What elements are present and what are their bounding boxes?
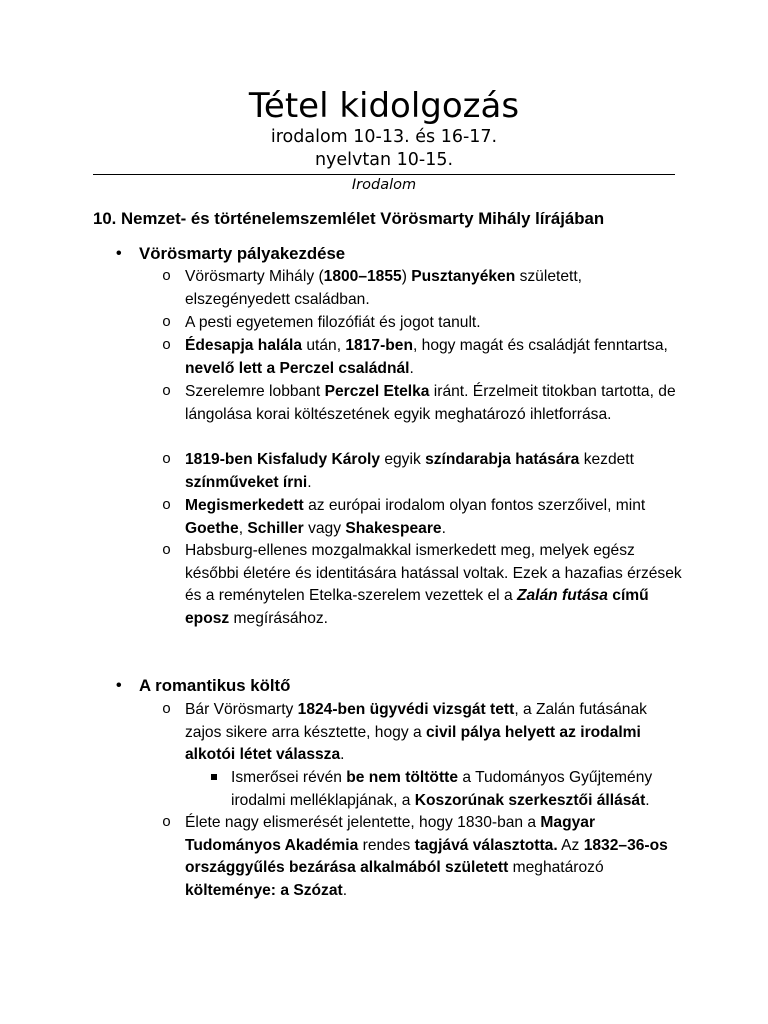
text-run-bold: Koszorúnak szerkesztői állását	[414, 791, 646, 809]
document-subtitle-literature: irodalom 10-13. és 16-17.	[270, 127, 498, 147]
text-run-bold: 1819-ben Kisfaludy Károly	[185, 451, 380, 468]
list-item	[162, 312, 683, 335]
text-run: meghatározó	[508, 859, 604, 877]
text-run: kezdett	[579, 451, 634, 468]
text-run: Élete nagy elismerését jelentette, hogy 1830-ban a	[185, 814, 541, 831]
text-run-bold: be nem töltötte	[346, 769, 459, 786]
circle-bullet-icon: o	[162, 701, 172, 718]
text-run: az európai irodalom olyan fontos szerzőivel, mint	[303, 497, 646, 514]
circle-bullet-icon: o	[162, 542, 172, 559]
text-run: Ismerősei révén	[231, 769, 347, 786]
list-item	[162, 699, 683, 767]
text-run-bold: Pusztanyéken	[411, 268, 516, 285]
circle-bullet-icon: o	[162, 451, 172, 468]
list-item	[162, 540, 683, 631]
text-run-bold: költeménye: a Szózat	[185, 882, 343, 900]
square-bullet-icon	[211, 774, 217, 780]
text-run: .	[645, 791, 650, 809]
text-run: A pesti egyetemen filozófiát és jogot tanult.	[185, 314, 481, 331]
text-run: Habsburg-ellenes mozgalmakkal ismerkedett meg, melyek egész későbbi életére és identitására hatással voltak. Ezek a hazafias érzések és a reménytelen Etelka-szerelem vezettek el a	[185, 542, 682, 605]
bullet-career-start	[116, 242, 346, 266]
text-run: , hogy magát és családját fenntartsa,	[412, 337, 668, 354]
text-run: Szerelemre lobbant	[185, 383, 325, 400]
bullet-icon: •	[116, 245, 122, 262]
text-run: megírásához.	[229, 610, 329, 628]
circle-bullet-icon: o	[162, 383, 172, 400]
text-run-bold: színműveket írni	[185, 473, 308, 491]
text-run-bold: Magyar Tudományos Akadémia	[185, 814, 596, 854]
text-run: .	[342, 882, 348, 900]
text-run: született, elszegényedett családban.	[185, 268, 582, 308]
text-run-bold-italic: Zalán futása	[516, 587, 608, 605]
list-item	[162, 812, 683, 903]
document-title: Tétel kidolgozás	[248, 86, 520, 126]
text-run: .	[409, 359, 414, 377]
text-run: , a Zalán futásának zajos sikere arra késztette, hogy a	[185, 701, 647, 741]
list-item	[162, 335, 683, 380]
text-run: .	[340, 746, 345, 764]
text-run: .	[307, 473, 312, 491]
text-run-bold: színdarabja hatására	[425, 451, 580, 468]
list-item	[162, 449, 683, 494]
text-run-bold: Perczel Etelka	[324, 383, 430, 400]
text-run-bold: Schiller	[247, 519, 304, 537]
bullet-label: Vörösmarty pályakezdése	[139, 244, 346, 263]
circle-bullet-icon: o	[162, 268, 172, 285]
text-run: Vörösmarty Mihály (	[185, 268, 324, 285]
text-run-bold: 1817-ben	[345, 337, 413, 354]
circle-bullet-icon: o	[162, 814, 172, 831]
text-run: rendes	[358, 836, 415, 854]
text-run-bold: Goethe	[185, 519, 239, 537]
circle-bullet-icon: o	[162, 337, 172, 354]
text-run-bold: című eposz	[185, 587, 649, 628]
bullet-romantic-poet	[116, 674, 291, 698]
text-run: Bár Vörösmarty	[185, 701, 298, 718]
circle-bullet-icon: o	[162, 497, 172, 514]
text-run: után,	[302, 337, 346, 354]
text-run: iránt. Érzelmeit titokban tartotta, de lángolása korai költészetének egyik meghatározó ihletforrása.	[185, 383, 676, 423]
text-run-bold: 1832–36-os országgyűlés bezárása alkalmából született	[185, 836, 668, 877]
text-run-bold: Édesapja halála	[185, 337, 303, 354]
text-run-bold: 1824-ben ügyvédi vizsgát tett	[297, 701, 515, 718]
text-run: )	[401, 268, 412, 285]
text-run: Az	[557, 836, 584, 854]
text-run-bold: Megismerkedett	[185, 497, 304, 514]
section-label: Irodalom	[351, 177, 417, 193]
list-item	[162, 381, 683, 426]
text-run: ,	[238, 519, 248, 537]
text-run: .	[441, 519, 446, 537]
circle-bullet-icon: o	[162, 314, 172, 331]
list-item	[162, 495, 683, 540]
bullet-icon: •	[116, 677, 122, 694]
text-run: vagy	[303, 519, 346, 537]
document-subtitle-grammar: nyelvtan 10-15.	[314, 150, 454, 170]
text-run-bold: civil pálya helyett az irodalmi alkotói létet válassza	[185, 723, 641, 764]
text-run-bold: nevelő lett a Perczel családnál	[185, 359, 410, 377]
topic-heading: 10. Nemzet- és történelemszemlélet Vörösmarty Mihály lírájában	[93, 209, 605, 228]
nested-list-item	[231, 767, 683, 812]
text-run: egyik	[380, 451, 426, 468]
text-run-bold: tagjává választotta.	[414, 836, 558, 854]
text-run-bold: Shakespeare	[345, 519, 442, 537]
text-run-bold: 1800–1855	[323, 268, 402, 285]
list-item	[162, 266, 683, 311]
text-run: a Tudományos Gyűjtemény irodalmi melléklapjának, a	[231, 769, 653, 809]
bullet-label: A romantikus költő	[139, 676, 291, 695]
